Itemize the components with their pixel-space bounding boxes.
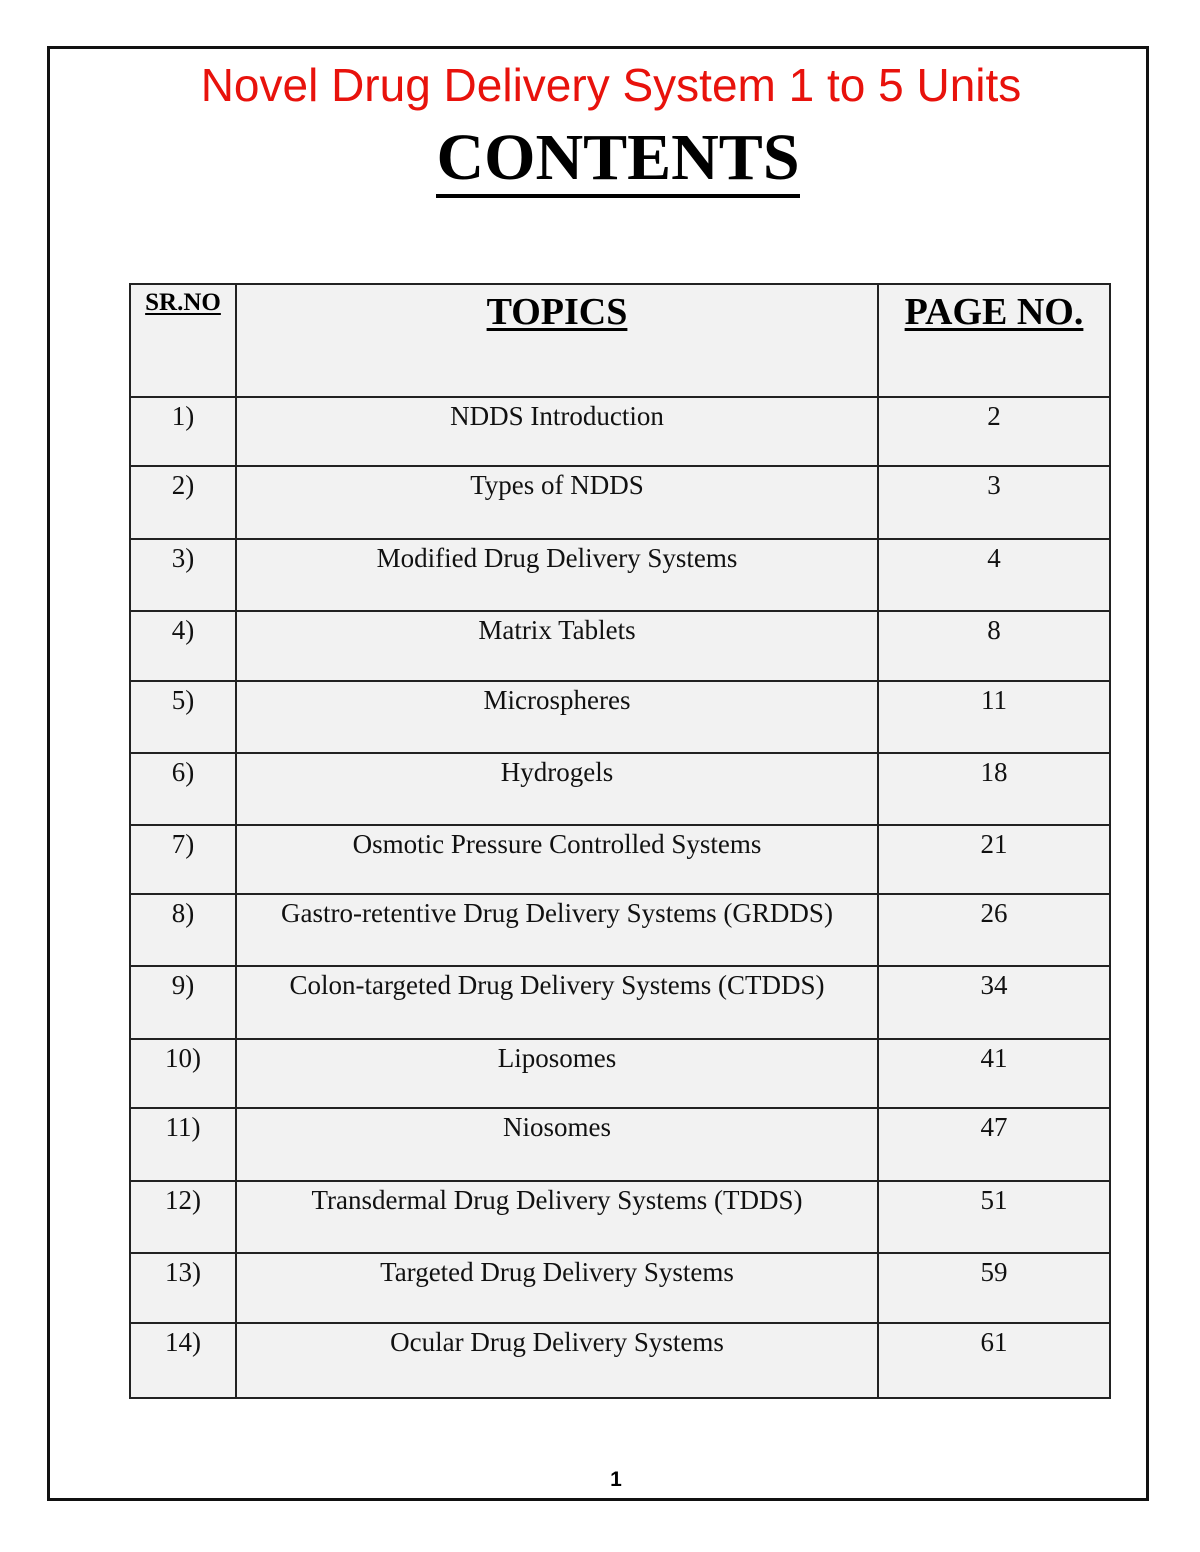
page-cell xyxy=(878,825,1110,894)
page-ref: 51 xyxy=(980,1185,1008,1215)
topic-cell xyxy=(236,825,878,894)
page-ref: 41 xyxy=(980,1043,1008,1073)
topic-cell xyxy=(236,539,878,611)
serial-number: 8) xyxy=(171,898,195,928)
srno-cell xyxy=(130,1039,236,1108)
page-cell xyxy=(878,1181,1110,1253)
topic-title: Matrix Tablets xyxy=(478,615,636,645)
page-ref: 59 xyxy=(980,1257,1008,1287)
table-row xyxy=(130,1323,1110,1398)
table-row xyxy=(130,466,1110,539)
table-row xyxy=(130,397,1110,466)
topic-title: Niosomes xyxy=(503,1112,611,1142)
table-row xyxy=(130,1253,1110,1323)
page-cell xyxy=(878,1039,1110,1108)
serial-number: 12) xyxy=(165,1185,201,1215)
table-body xyxy=(130,397,1110,1398)
page-ref: 8 xyxy=(987,615,1001,645)
page-ref: 26 xyxy=(980,898,1008,928)
topic-title: Transdermal Drug Delivery Systems (TDDS) xyxy=(311,1185,803,1215)
serial-number: 1) xyxy=(171,401,195,431)
topic-title: NDDS Introduction xyxy=(450,401,664,431)
topic-cell xyxy=(236,681,878,753)
topic-cell xyxy=(236,1323,878,1398)
serial-number: 5) xyxy=(171,685,195,715)
page-cell xyxy=(878,894,1110,966)
topic-title: Modified Drug Delivery Systems xyxy=(376,543,738,573)
topic-cell xyxy=(236,1039,878,1108)
page-ref: 18 xyxy=(980,757,1008,787)
page-cell xyxy=(878,681,1110,753)
contents-table xyxy=(129,283,1111,1399)
page-cell xyxy=(878,466,1110,539)
page-ref: 11 xyxy=(981,685,1007,715)
header-topics: TOPICS xyxy=(486,291,628,333)
contents-heading-text: CONTENTS xyxy=(436,121,799,198)
topic-cell xyxy=(236,1253,878,1323)
srno-cell xyxy=(130,825,236,894)
header-topics-cell xyxy=(236,284,878,397)
header-page-cell xyxy=(878,284,1110,397)
topic-cell xyxy=(236,1181,878,1253)
serial-number: 4) xyxy=(171,615,195,645)
srno-cell xyxy=(130,1108,236,1181)
page-cell xyxy=(878,966,1110,1039)
page-cell xyxy=(878,753,1110,825)
topic-title: Microspheres xyxy=(483,685,631,715)
serial-number: 3) xyxy=(171,543,195,573)
srno-cell xyxy=(130,611,236,681)
srno-cell xyxy=(130,466,236,539)
topic-title: Targeted Drug Delivery Systems xyxy=(380,1257,734,1287)
serial-number: 11) xyxy=(165,1112,201,1142)
topic-cell xyxy=(236,611,878,681)
serial-number: 2) xyxy=(171,470,195,500)
topic-cell xyxy=(236,397,878,466)
table-row xyxy=(130,611,1110,681)
table-row xyxy=(130,966,1110,1039)
srno-cell xyxy=(130,397,236,466)
topic-cell xyxy=(236,894,878,966)
srno-cell xyxy=(130,1253,236,1323)
page-ref: 61 xyxy=(980,1327,1008,1357)
page-cell xyxy=(878,1323,1110,1398)
topic-cell xyxy=(236,753,878,825)
page-ref: 21 xyxy=(980,829,1008,859)
table-row xyxy=(130,825,1110,894)
table-row xyxy=(130,1108,1110,1181)
serial-number: 6) xyxy=(171,757,195,787)
srno-cell xyxy=(130,1323,236,1398)
page-cell xyxy=(878,539,1110,611)
page-cell xyxy=(878,1108,1110,1181)
page-cell xyxy=(878,611,1110,681)
serial-number: 10) xyxy=(165,1043,201,1073)
topic-title: Hydrogels xyxy=(500,757,614,787)
topic-cell xyxy=(236,1108,878,1181)
page-ref: 4 xyxy=(987,543,1001,573)
page-cell xyxy=(878,1253,1110,1323)
topic-title: Gastro-retentive Drug Delivery Systems (GRDDS) xyxy=(281,898,833,928)
serial-number: 14) xyxy=(165,1327,201,1357)
srno-cell xyxy=(130,681,236,753)
header-srno: SR.NO xyxy=(145,289,221,316)
srno-cell xyxy=(130,753,236,825)
page-cell xyxy=(878,397,1110,466)
table-header-row xyxy=(130,284,1110,397)
table-row xyxy=(130,539,1110,611)
topic-title: Colon-targeted Drug Delivery Systems (CTDDS) xyxy=(289,970,825,1000)
table-row xyxy=(130,1181,1110,1253)
topic-title: Osmotic Pressure Controlled Systems xyxy=(352,829,762,859)
srno-cell xyxy=(130,1181,236,1253)
table-row xyxy=(130,1039,1110,1108)
table-row xyxy=(130,753,1110,825)
topic-cell xyxy=(236,966,878,1039)
contents-heading xyxy=(0,118,1200,198)
serial-number: 9) xyxy=(171,970,195,1000)
srno-cell xyxy=(130,539,236,611)
subject-title: Novel Drug Delivery System 1 to 5 Units xyxy=(200,59,1022,111)
page-ref: 34 xyxy=(980,970,1008,1000)
topic-title: Liposomes xyxy=(497,1043,617,1073)
topic-cell xyxy=(236,466,878,539)
topic-title: Types of NDDS xyxy=(470,470,644,500)
page-ref: 3 xyxy=(987,470,1001,500)
topic-title: Ocular Drug Delivery Systems xyxy=(390,1327,724,1357)
header-page-no: PAGE NO. xyxy=(904,291,1084,333)
serial-number: 13) xyxy=(165,1257,201,1287)
page-ref: 47 xyxy=(980,1112,1008,1142)
serial-number: 7) xyxy=(171,829,195,859)
header-srno-cell xyxy=(130,284,236,397)
table-row xyxy=(130,894,1110,966)
srno-cell xyxy=(130,966,236,1039)
srno-cell xyxy=(130,894,236,966)
table-row xyxy=(130,681,1110,753)
page-number: 1 xyxy=(610,1468,622,1491)
page-ref: 2 xyxy=(987,401,1001,431)
